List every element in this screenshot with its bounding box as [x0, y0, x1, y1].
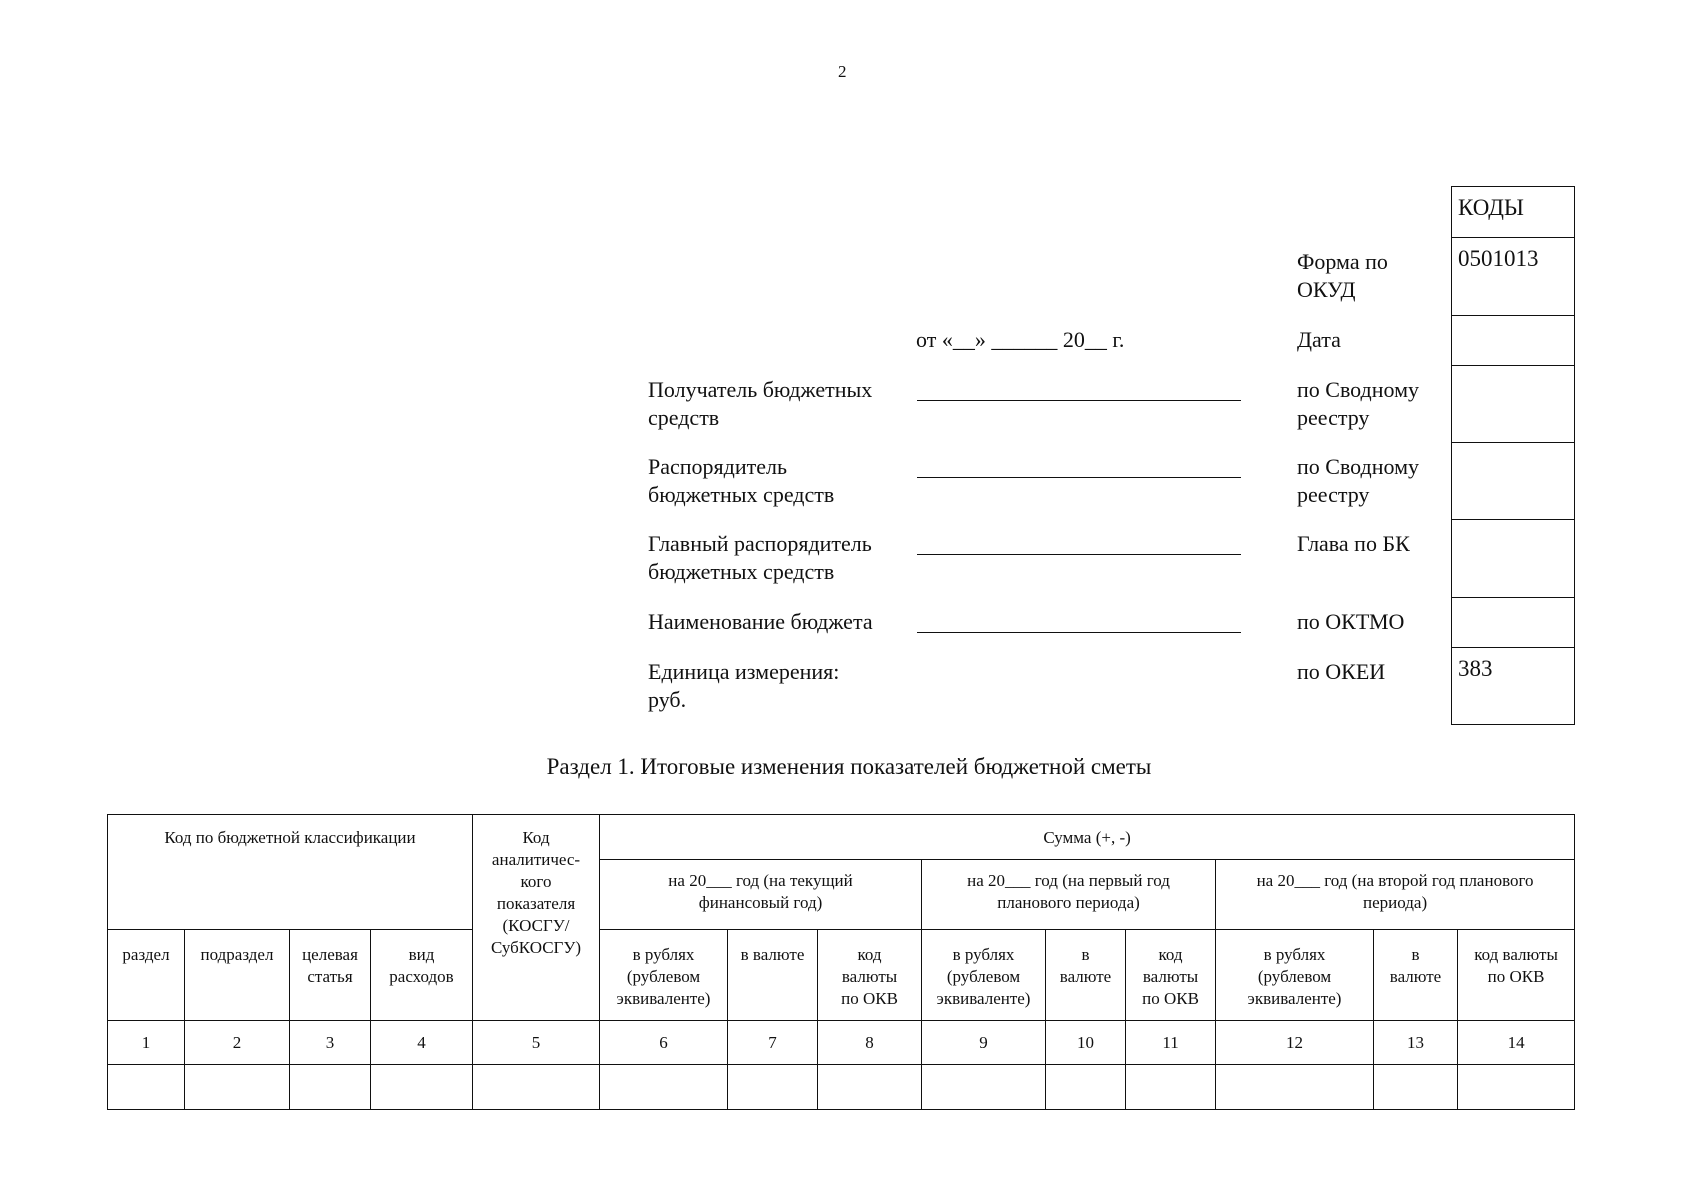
sum-header: Сумма (+, -)	[600, 815, 1575, 860]
column-number: 2	[185, 1021, 290, 1065]
current-year-header: на 20___ год (на текущий финансовый год)	[600, 860, 922, 930]
recipient-label: Получатель бюджетных средств	[648, 377, 873, 430]
rub-first-header: в рублях (рублевом эквиваленте)	[922, 930, 1046, 1021]
currency-second-header: в валюте	[1374, 930, 1458, 1021]
okud-code-cell[interactable]: 0501013	[1452, 237, 1574, 315]
data-cell[interactable]	[1216, 1065, 1374, 1110]
recipient-input-line[interactable]	[917, 400, 1241, 401]
manager-registry-code-cell[interactable]	[1452, 442, 1574, 519]
razdel-header: раздел	[108, 930, 185, 1021]
data-cell[interactable]	[600, 1065, 728, 1110]
okud-label: Форма по ОКУД	[1297, 249, 1388, 302]
rub-second-header: в рублях (рублевом эквиваленте)	[1216, 930, 1374, 1021]
budget-changes-table	[107, 814, 1575, 1110]
page-number: 2	[838, 62, 847, 81]
column-number: 1	[108, 1021, 185, 1065]
data-cell[interactable]	[108, 1065, 185, 1110]
column-number: 4	[371, 1021, 473, 1065]
column-number: 6	[600, 1021, 728, 1065]
column-number: 12	[1216, 1021, 1374, 1065]
date-code-cell[interactable]	[1452, 315, 1574, 365]
data-cell[interactable]	[290, 1065, 371, 1110]
date-line: от «__» ______ 20__ г.	[916, 327, 1125, 352]
okv-second-header: код валюты по ОКВ	[1458, 930, 1575, 1021]
column-number: 3	[290, 1021, 371, 1065]
currency-current-header: в валюте	[728, 930, 818, 1021]
column-number: 11	[1126, 1021, 1216, 1065]
data-cell[interactable]	[185, 1065, 290, 1110]
manager-registry-label: по Сводному реестру	[1297, 454, 1420, 507]
chief-manager-label: Главный распорядитель бюджетных средств	[648, 531, 872, 584]
data-cell[interactable]	[1126, 1065, 1216, 1110]
codes-header: КОДЫ	[1458, 195, 1524, 220]
budget-classification-header: Код по бюджетной классификации	[108, 815, 473, 930]
data-cell[interactable]	[922, 1065, 1046, 1110]
manager-input-line[interactable]	[917, 477, 1241, 478]
currency-first-header: в валюте	[1046, 930, 1126, 1021]
column-number: 10	[1046, 1021, 1126, 1065]
unit-label: Единица измерения: руб.	[648, 659, 840, 712]
budget-name-label: Наименование бюджета	[648, 609, 873, 634]
first-plan-year-header: на 20___ год (на первый год планового периода)	[922, 860, 1216, 930]
chief-bk-label: Глава по БК	[1297, 531, 1410, 556]
recipient-registry-label: по Сводному реестру	[1297, 377, 1420, 430]
column-number: 5	[473, 1021, 600, 1065]
chief-manager-input-line[interactable]	[917, 554, 1241, 555]
second-plan-year-header: на 20___ год (на второй год планового периода)	[1216, 860, 1575, 930]
table-row	[108, 1065, 1575, 1110]
data-cell[interactable]	[728, 1065, 818, 1110]
column-number: 7	[728, 1021, 818, 1065]
okei-label: по ОКЕИ	[1297, 659, 1386, 684]
analytic-code-header: Код аналитичес- кого показателя (КОСГУ/ СубКОСГУ)	[473, 815, 600, 1021]
data-cell[interactable]	[818, 1065, 922, 1110]
oktmo-label: по ОКТМО	[1297, 609, 1405, 634]
recipient-registry-code-cell[interactable]	[1452, 365, 1574, 442]
okv-current-header: код валюты по ОКВ	[818, 930, 922, 1021]
codes-column	[1451, 186, 1575, 725]
chief-bk-code-cell[interactable]	[1452, 519, 1574, 597]
column-number: 13	[1374, 1021, 1458, 1065]
column-number: 9	[922, 1021, 1046, 1065]
rub-current-header: в рублях (рублевом эквиваленте)	[600, 930, 728, 1021]
data-cell[interactable]	[1374, 1065, 1458, 1110]
section-title: Раздел 1. Итоговые изменения показателей бюджетной сметы	[546, 754, 1152, 779]
data-cell[interactable]	[371, 1065, 473, 1110]
celevaya-statya-header: целевая статья	[290, 930, 371, 1021]
okei-code-cell[interactable]: 383	[1452, 647, 1574, 724]
data-cell[interactable]	[473, 1065, 600, 1110]
column-numbers-row	[108, 1021, 1575, 1065]
date-label: Дата	[1297, 327, 1341, 352]
column-number: 8	[818, 1021, 922, 1065]
okv-first-header: код валюты по ОКВ	[1126, 930, 1216, 1021]
data-cell[interactable]	[1458, 1065, 1575, 1110]
oktmo-code-cell[interactable]	[1452, 597, 1574, 647]
column-number: 14	[1458, 1021, 1575, 1065]
manager-label: Распорядитель бюджетных средств	[648, 454, 835, 507]
podrazdel-header: подраздел	[185, 930, 290, 1021]
vid-rashodov-header: вид расходов	[371, 930, 473, 1021]
data-cell[interactable]	[1046, 1065, 1126, 1110]
budget-name-input-line[interactable]	[917, 632, 1241, 633]
